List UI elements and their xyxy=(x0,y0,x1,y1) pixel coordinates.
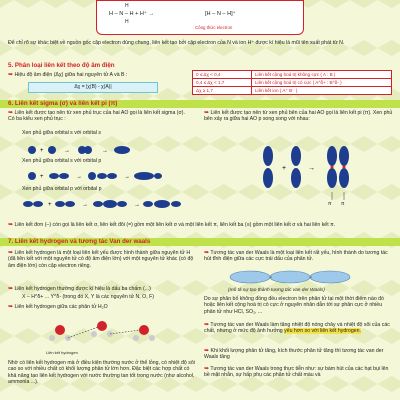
formula-h-bottom: H xyxy=(125,19,129,25)
svg-text:+: + xyxy=(282,165,287,172)
vdw-cause: Do sự phân bố không đồng đều electron trên phân tử tại một thời điểm nào đó hoặc liên kết cộng hoá trị có cực ở nguyên nhân dẫn tới sự phân cực ở nhiều phân tử như HCl, SO₂, ... xyxy=(204,296,384,315)
vdw-definition-text: Tương tác van der Waals là một loại liên kết rất yếu, hình thành do tương tác hút tĩnh điện giữa các cực trái dấu của phân tử. xyxy=(204,250,388,263)
svg-text:+: + xyxy=(40,148,44,154)
formula-box xyxy=(96,0,304,35)
vdw-definition xyxy=(204,250,394,263)
table-cell: Liên kết cộng hoá trị có cực ( A^δ+ : B^δ- ) xyxy=(252,79,392,87)
hbond-water-text: Liên kết hydrogen giữa các phân tử H₂O xyxy=(14,304,108,310)
water-hbond-diagram xyxy=(40,314,170,354)
sigma-lead-text: Liên kết được tạo nên từ xen phủ trục của hai AO gọi là liên kết sigma (σ). Có ba kiểu xen phủ trục : xyxy=(8,110,185,123)
svg-text:→: → xyxy=(124,174,130,180)
bullet-arrow-icon: ➥ xyxy=(8,72,14,78)
hbond-formula: X – H^δ+ ... Y^δ- (trong đó X, Y là các nguyên tử N, O, F) xyxy=(22,294,154,300)
formula-caption: Công thức electron xyxy=(195,25,233,30)
sigma-item-sp: Xen phủ giữa orbital s với orbital p xyxy=(22,158,102,164)
svg-text:→: → xyxy=(82,202,88,208)
table-cell: Liên kết cộng hoá trị không cực ( A : B ) xyxy=(252,71,392,79)
bullet-arrow-icon: ➥ xyxy=(204,322,210,328)
table-cell: Δχ ≥ 1,7 xyxy=(193,87,252,95)
sigma-lead xyxy=(8,110,192,123)
svg-text:+: + xyxy=(48,202,52,208)
pi-paragraph xyxy=(204,110,394,123)
p-p-overlap-diagram xyxy=(18,194,198,214)
vdw-effect-text: Tương tác van der Waals làm tăng nhiệt độ nóng chảy và nhiệt độ sôi của các chất, nhưng ở mức độ ảnh hưởng xyxy=(204,322,390,335)
s-p-overlap-diagram xyxy=(18,166,198,186)
bullet-arrow-icon: ➥ xyxy=(8,110,14,116)
table-cell: 0 ≤ Δχ < 0,4 xyxy=(193,71,252,79)
vdw-diagram xyxy=(228,270,378,284)
pi-overlap-diagram xyxy=(256,134,366,218)
hbond-diagram-label: Liên kết hydrogen xyxy=(46,350,78,355)
formula-rhs: [H – N – H]⁺ xyxy=(205,11,236,17)
section7-title: 7. Liên kết hydrogen và tương tác Van der waals xyxy=(8,238,151,245)
vdw-effect xyxy=(204,322,394,335)
table-cell: 0,4 ≤ Δχ < 1,7 xyxy=(193,79,252,87)
hbond-notation-text: Liên kết hydrogen thường được kí hiệu là dấu ba chấm (...) xyxy=(14,286,151,292)
bullet-arrow-icon: ➥ xyxy=(8,286,14,292)
pi-label-left: π xyxy=(328,201,332,207)
hbond-consequence: Nhờ có liên kết hydrogen mà ở điều kiện thường nước ở thể lỏng, có nhiệt độ sôi cao so với nhiều chất có khối lượng phân tử lớn hơn. Đặc biệt các hợp chất có khả năng tạo liên kết hydrogen với nước thường tan tốt trong nước (như alcohol, ammonia ...). xyxy=(8,360,195,386)
bullet-arrow-icon: ➥ xyxy=(204,250,210,256)
formula-text: Δχ = |χ(B) - χ(A)| xyxy=(74,84,112,90)
table-row xyxy=(193,71,392,79)
section5-bullet xyxy=(8,72,198,78)
table-cell: Liên kết ion ( A⁺ B⁻ ) xyxy=(252,87,392,95)
vdw-mass xyxy=(204,348,394,361)
bond-summary xyxy=(8,222,394,228)
hbond-definition-text: Liên kết hydrogen là một loại liên kết yếu được hình thành giữa nguyên tử H (đã liên kết với một nguyên tử có độ âm điện lớn) với một nguyên tử khác (có độ âm điện lớn) còn cặp electron riêng. xyxy=(8,250,194,269)
section5-title: 5. Phân loại liên kết theo độ âm điện xyxy=(8,62,115,69)
bullet-arrow-icon: ➥ xyxy=(8,304,14,310)
hbond-water xyxy=(8,304,196,310)
hbond-definition xyxy=(8,250,196,269)
bond-type-table xyxy=(192,70,392,95)
svg-text:+: + xyxy=(40,174,44,180)
vdw-caption: (mô tả sự tạo thành tương tác van der Waals) xyxy=(228,288,325,293)
svg-text:→: → xyxy=(64,148,70,154)
bullet-arrow-icon: ➥ xyxy=(204,110,210,116)
bond-summary-text: Liên kết đơn (–) còn gọi là liên kết σ, liên kết đôi (=) gồm một liên kết σ và một liên kết π, liên kết ba (≡) gồm một liên kết σ và hai liên kết π. xyxy=(14,222,336,228)
intro-paragraph: Để chỉ rõ sự khác biệt về nguồn gốc cặp electron dùng chung, liên kết tạo bởi cặp electron của N và ion H⁺ được kí hiệu là mũi tên xuất phát từ N. xyxy=(8,40,345,46)
vdw-practice xyxy=(204,366,394,379)
pi-label-right: π xyxy=(341,201,345,207)
bullet-arrow-icon: ➥ xyxy=(8,222,14,228)
formula-h-top: H xyxy=(125,3,129,9)
formula-lhs: H – N – H + H⁺ → xyxy=(109,11,155,17)
vdw-effect-highlight: yếu hơn so với liên kết hydrogen. xyxy=(284,328,361,335)
pi-text: Liên kết được tạo nên từ xen phủ bên của hai AO gọi là liên kết pi (π). Xen phủ bên xảy ra giữa hai AO p song song với nhau: xyxy=(204,110,393,123)
hbond-notation xyxy=(8,286,196,292)
svg-text:→: → xyxy=(102,148,108,154)
s-s-overlap-diagram xyxy=(18,140,198,160)
table-row xyxy=(193,87,392,95)
svg-text:→: → xyxy=(76,174,82,180)
bullet-arrow-icon: ➥ xyxy=(204,366,210,372)
sigma-item-ss: Xen phủ giữa orbital s với orbital s xyxy=(22,130,101,136)
section6-title: 6. Liên kết sigma (σ) và liên kết pi (π) xyxy=(8,100,118,107)
vdw-mass-text: Khi khối lượng phân tử tăng, kích thước phân tử tăng thì tương tác van der Waals tăng xyxy=(204,348,384,361)
bullet-arrow-icon: ➥ xyxy=(8,250,14,256)
svg-text:→: → xyxy=(134,202,140,208)
sigma-item-pp: Xen phủ giữa orbital p với orbital p xyxy=(22,186,102,192)
section5-bullet-text: Hiệu độ âm điện (Δχ) giữa hai nguyên tử A và B : xyxy=(14,72,128,78)
svg-text:→: → xyxy=(308,165,315,172)
table-row xyxy=(193,79,392,87)
electronegativity-formula xyxy=(28,82,158,93)
vdw-practice-text: Tương tác van der Waals trong thực tiễn như: sự bám hút của các hạt bụi lên bề mặt nhẵn, sự hấp phụ các phân tử chất màu và xyxy=(204,366,389,379)
bullet-arrow-icon: ➥ xyxy=(204,348,210,354)
